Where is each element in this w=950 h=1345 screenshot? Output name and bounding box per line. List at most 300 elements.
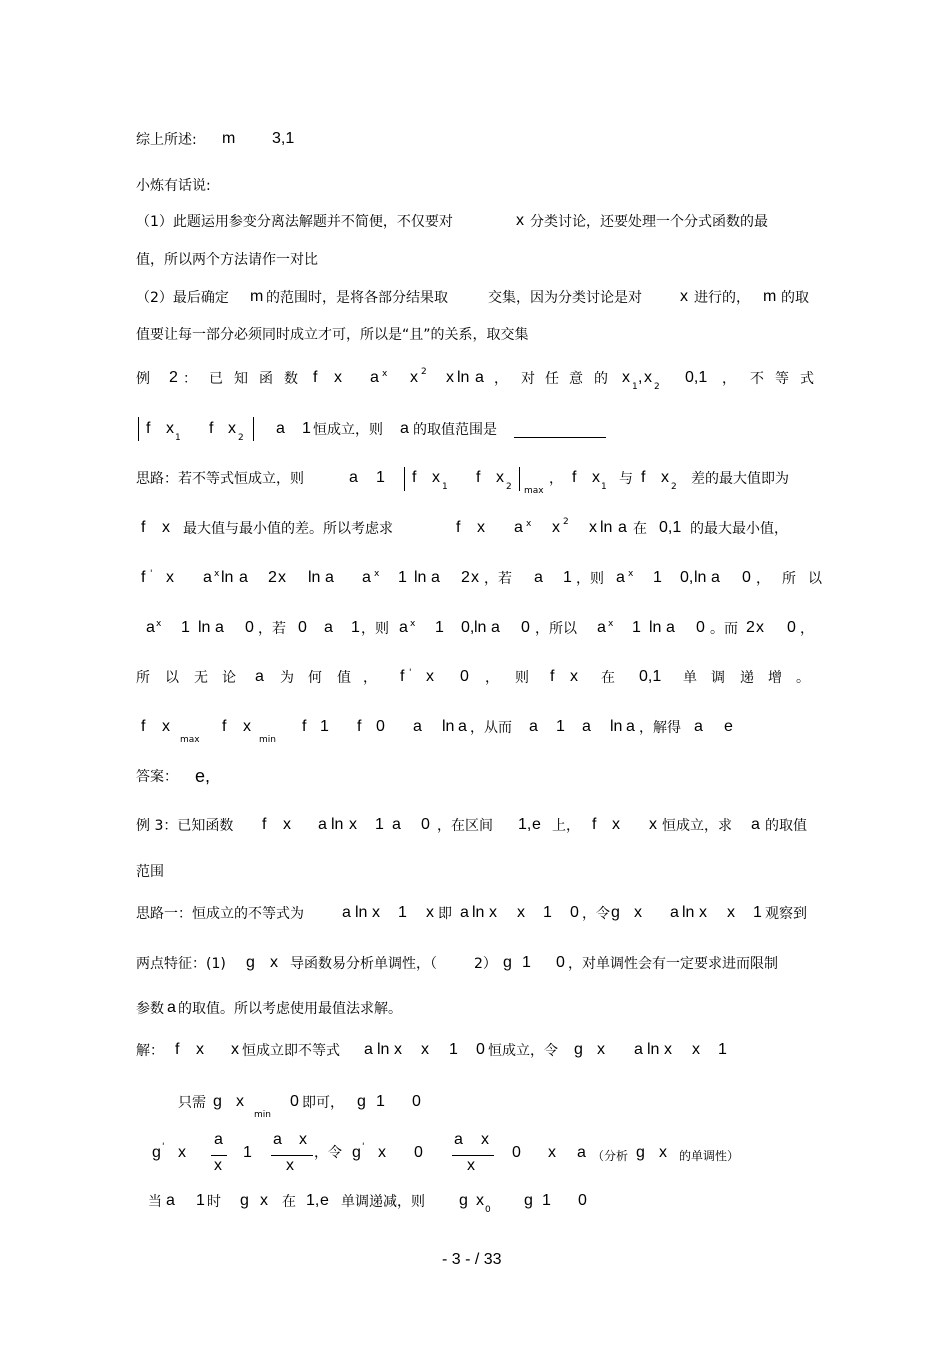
math: g xyxy=(503,954,512,971)
text: 恒成立，令 xyxy=(488,1043,558,1059)
math: x xyxy=(426,904,434,921)
text: 式 xyxy=(800,371,814,387)
math: x xyxy=(410,369,418,386)
math: ln xyxy=(694,569,707,586)
math: g xyxy=(357,1093,366,1110)
text: 即可， xyxy=(302,1095,344,1111)
math: x xyxy=(589,519,597,536)
math: x xyxy=(236,1093,244,1110)
math: 1 xyxy=(398,904,407,921)
math: 2 xyxy=(461,569,470,586)
text: 两点特征：(1) xyxy=(136,956,226,972)
math: 0 xyxy=(460,668,469,685)
math: a xyxy=(146,619,155,636)
text: 。 xyxy=(796,670,810,686)
math: f xyxy=(550,668,555,685)
math: x xyxy=(421,1041,429,1058)
math: e xyxy=(724,718,733,735)
text: 函 xyxy=(259,371,273,387)
math-var: x xyxy=(516,212,524,229)
subscript: 1 xyxy=(601,482,607,492)
text: 观察到 xyxy=(765,906,807,922)
text: 则 xyxy=(515,670,529,686)
math: a xyxy=(276,420,285,437)
math: a xyxy=(400,420,409,437)
text: 的取值 xyxy=(765,818,807,834)
subscript: 2 xyxy=(654,382,660,392)
math: ln xyxy=(442,718,455,735)
text: 思路一：恒成立的不等式为 xyxy=(136,906,304,922)
math: x xyxy=(334,369,342,386)
math: x xyxy=(597,1041,605,1058)
math: a xyxy=(167,999,176,1016)
math: 1 xyxy=(243,1144,252,1161)
text: ，从而 xyxy=(470,720,512,736)
math: a xyxy=(626,718,635,735)
subscript: min xyxy=(259,735,276,745)
math: 1 xyxy=(320,718,329,735)
fraction-numerator: a xyxy=(454,1131,463,1148)
prime: ' xyxy=(409,668,412,678)
abs-bar xyxy=(253,417,254,441)
math: g xyxy=(352,1144,361,1161)
text: ， xyxy=(800,621,814,637)
text: 即 xyxy=(438,906,452,922)
math: g xyxy=(524,1192,533,1209)
text: ，在区间 xyxy=(437,818,493,834)
math: 0 xyxy=(245,619,254,636)
math: 1 xyxy=(375,816,384,833)
math: a xyxy=(364,1041,373,1058)
math: x xyxy=(471,569,479,586)
text: 以 xyxy=(165,670,179,686)
math: a xyxy=(460,904,469,921)
math: x xyxy=(349,816,357,833)
text: 2） xyxy=(474,956,497,972)
math: f xyxy=(592,816,597,833)
text: 答案： xyxy=(136,769,178,785)
math: a xyxy=(318,816,327,833)
math: 1 xyxy=(376,469,385,486)
math: x xyxy=(659,1144,667,1161)
text: 的取 xyxy=(781,290,809,306)
math: f xyxy=(175,1041,180,1058)
text: 恒成立即不等式 xyxy=(242,1043,340,1059)
math: 0 xyxy=(298,619,307,636)
text: 交集，因为分类讨论是对 xyxy=(488,290,642,306)
math: 1 xyxy=(563,569,572,586)
text: 恒成立，则 xyxy=(313,422,383,438)
math: x xyxy=(592,469,600,486)
fraction-bar xyxy=(452,1155,494,1156)
math: f xyxy=(400,668,405,685)
math: 2 xyxy=(268,569,277,586)
math: x xyxy=(260,1192,268,1209)
math: 0 xyxy=(556,954,565,971)
math: x xyxy=(394,1041,402,1058)
math: 0 xyxy=(787,619,796,636)
math: x xyxy=(166,420,174,437)
math: 0 xyxy=(376,718,385,735)
text: ： xyxy=(183,371,197,387)
subscript: min xyxy=(254,1110,271,1120)
text: ， xyxy=(549,471,563,487)
math: x xyxy=(612,816,620,833)
math: 0 xyxy=(290,1093,299,1110)
text: ，令 xyxy=(314,1145,342,1161)
math: 0 xyxy=(476,1041,485,1058)
math: a xyxy=(514,519,523,536)
math: x xyxy=(489,904,497,921)
math-interval: 0,1 xyxy=(659,519,682,536)
text: 解： xyxy=(136,1043,164,1059)
math: f xyxy=(209,420,214,437)
math: ln xyxy=(308,569,321,586)
text: 当 xyxy=(148,1194,162,1210)
text: 对 xyxy=(521,371,535,387)
prime: ' xyxy=(150,569,153,579)
text: ，令 xyxy=(582,906,610,922)
text: ，则 xyxy=(361,621,389,637)
text: ，所以 xyxy=(535,621,577,637)
math: a xyxy=(399,619,408,636)
math: a xyxy=(458,718,467,735)
math: a xyxy=(215,619,224,636)
text: （2）最后确定 xyxy=(136,290,229,306)
math: g xyxy=(213,1093,222,1110)
math: a xyxy=(694,718,703,735)
math: f xyxy=(572,469,577,486)
superscript: x xyxy=(214,569,220,579)
math: 1 xyxy=(196,1192,205,1209)
text: 。而 xyxy=(710,621,738,637)
text: 例 3：已知函数 xyxy=(136,818,234,834)
text: 在 xyxy=(601,670,615,686)
math: 1, xyxy=(306,1192,320,1209)
text: 综上所述: xyxy=(136,132,197,148)
math: 0 xyxy=(696,619,705,636)
math: a xyxy=(634,1041,643,1058)
text: 值要让每一部分必须同时成立才可，所以是“且”的关系，取交集 xyxy=(136,327,529,343)
text: 递 xyxy=(740,670,754,686)
math: 0 xyxy=(512,1144,521,1161)
math-var: x xyxy=(680,288,688,305)
math: a xyxy=(666,619,675,636)
note: （分析 xyxy=(592,1149,629,1163)
math: , xyxy=(638,369,643,386)
math: ln xyxy=(377,1041,390,1058)
math: a xyxy=(255,668,264,685)
math: 1 xyxy=(653,569,662,586)
text: 值 xyxy=(337,670,351,686)
text: 的取值。所以考虑使用最值法求解。 xyxy=(178,1001,402,1017)
text: 调 xyxy=(711,670,725,686)
math: 2 xyxy=(746,619,755,636)
text: 最大值与最小值的差。所以考虑求 xyxy=(183,521,393,537)
math: f xyxy=(412,469,417,486)
math: ln xyxy=(355,904,368,921)
math: x xyxy=(664,1041,672,1058)
text: 何 xyxy=(308,670,322,686)
text: 的范围时，是将各部分结果取 xyxy=(266,290,448,306)
subscript: 1 xyxy=(632,382,638,392)
math: x xyxy=(426,668,434,685)
text: 等 xyxy=(775,371,789,387)
fraction-denominator: x xyxy=(286,1157,294,1174)
text: ， xyxy=(722,371,736,387)
math-interval: 0,1 xyxy=(639,668,662,685)
text: 论 xyxy=(222,670,236,686)
text: 范围 xyxy=(136,864,164,880)
text: 任 xyxy=(545,371,559,387)
text: 在 xyxy=(282,1194,296,1210)
math: a xyxy=(325,569,334,586)
math: 0 xyxy=(570,904,579,921)
text: 数 xyxy=(284,371,298,387)
math: a xyxy=(370,369,379,386)
math: x xyxy=(178,1144,186,1161)
math: 2 xyxy=(169,369,178,386)
text: 时 xyxy=(207,1194,221,1210)
math: 0, xyxy=(680,569,694,586)
superscript: x xyxy=(628,569,634,579)
math: g xyxy=(636,1144,645,1161)
text: ， xyxy=(485,670,499,686)
math: x xyxy=(727,904,735,921)
math: 1 xyxy=(753,904,762,921)
math: ln xyxy=(331,816,344,833)
prime: ' xyxy=(162,1142,165,1152)
math: 1 xyxy=(376,1093,385,1110)
math: ln xyxy=(198,619,211,636)
math: a xyxy=(166,1192,175,1209)
math-interval: 0,1 xyxy=(685,369,708,386)
math: x xyxy=(243,718,251,735)
math: f xyxy=(146,420,151,437)
math: ln xyxy=(682,904,695,921)
math: a xyxy=(529,718,538,735)
math: x xyxy=(476,1192,484,1209)
subscript: 2 xyxy=(238,433,244,443)
math: g xyxy=(574,1041,583,1058)
math: ln xyxy=(474,619,487,636)
math: x xyxy=(649,816,657,833)
text: ，所以 xyxy=(756,571,834,587)
superscript: x xyxy=(410,619,416,629)
math: 0 xyxy=(412,1093,421,1110)
math: x xyxy=(548,1144,556,1161)
math: a xyxy=(392,816,401,833)
math: 1 xyxy=(351,619,360,636)
abs-bar xyxy=(519,467,520,491)
math: x xyxy=(661,469,669,486)
fraction-denominator: x xyxy=(467,1157,475,1174)
math: 0 xyxy=(578,1192,587,1209)
math: f xyxy=(141,718,146,735)
math: f xyxy=(141,519,146,536)
text: ，则 xyxy=(576,571,604,587)
math: a xyxy=(597,619,606,636)
text: 不 xyxy=(750,371,764,387)
math: ln xyxy=(649,619,662,636)
page-number: - 3 - / 33 xyxy=(442,1251,502,1268)
math: a xyxy=(349,469,358,486)
math: x xyxy=(162,519,170,536)
math: ln xyxy=(610,718,623,735)
subscript: max xyxy=(524,486,544,496)
math: e, xyxy=(195,766,211,786)
math: a xyxy=(324,619,333,636)
math: g xyxy=(240,1192,249,1209)
math: a xyxy=(534,569,543,586)
math: ln xyxy=(414,569,427,586)
math: f xyxy=(222,718,227,735)
text: 只需 xyxy=(178,1095,206,1111)
math: 0 xyxy=(414,1144,423,1161)
math: 1 xyxy=(522,954,531,971)
text: 参数 xyxy=(136,1001,164,1017)
math: ln xyxy=(472,904,485,921)
math: 1 xyxy=(181,619,190,636)
math: 1 xyxy=(543,904,552,921)
text: 差的最大值即为 xyxy=(691,471,789,487)
superscript: x xyxy=(526,519,532,529)
math: ln xyxy=(600,519,613,536)
math: x xyxy=(634,904,642,921)
math: x xyxy=(378,1144,386,1161)
math: g xyxy=(152,1144,161,1161)
text: ，对单调性会有一定要求进而限制 xyxy=(568,956,778,972)
text: 恒成立，求 xyxy=(662,818,732,834)
text: 思路：若不等式恒成立，则 xyxy=(136,471,304,487)
text: 值，所以两个方法请作一对比 xyxy=(136,252,318,268)
math: a xyxy=(413,718,422,735)
math: 0 xyxy=(421,816,430,833)
text: 分类讨论，还要处理一个分式函数的最 xyxy=(530,214,768,230)
text: 所 xyxy=(136,670,150,686)
math: 1 xyxy=(542,1192,551,1209)
math: a xyxy=(239,569,248,586)
math: x xyxy=(570,668,578,685)
math: x xyxy=(517,904,525,921)
math: 1 xyxy=(398,569,407,586)
superscript: x xyxy=(156,619,162,629)
text: 在 xyxy=(633,521,647,537)
math: f xyxy=(357,718,362,735)
math: x xyxy=(699,904,707,921)
text: 的 xyxy=(594,371,608,387)
superscript: 2 xyxy=(563,517,569,527)
text: 为 xyxy=(280,670,294,686)
math: e xyxy=(320,1192,329,1209)
math-var: m xyxy=(250,288,264,305)
math: x xyxy=(278,569,286,586)
superscript: x xyxy=(608,619,614,629)
math: a xyxy=(582,718,591,735)
math: 0 xyxy=(742,569,751,586)
text: ，若 xyxy=(258,621,286,637)
math: a xyxy=(342,904,351,921)
math: g xyxy=(459,1192,468,1209)
text: 单 xyxy=(683,670,697,686)
math: x xyxy=(552,519,560,536)
subscript: 1 xyxy=(175,433,181,443)
text: 单调递减，则 xyxy=(341,1194,425,1210)
math: f xyxy=(641,469,646,486)
math: x xyxy=(196,1041,204,1058)
math: x xyxy=(228,420,236,437)
fraction-numerator: x xyxy=(481,1131,489,1148)
fraction-bar xyxy=(271,1155,313,1156)
text: 增 xyxy=(768,670,782,686)
math: x xyxy=(622,369,630,386)
math: f xyxy=(302,718,307,735)
subscript: 1 xyxy=(442,482,448,492)
math: e xyxy=(532,816,541,833)
text: 例 xyxy=(136,371,150,387)
math: a xyxy=(618,519,627,536)
math: a xyxy=(670,904,679,921)
abs-bar xyxy=(404,467,405,491)
subscript: 2 xyxy=(506,482,512,492)
text: ，若 xyxy=(484,571,512,587)
math: f xyxy=(456,519,461,536)
math: x xyxy=(270,954,278,971)
math: a xyxy=(616,569,625,586)
math: x xyxy=(283,816,291,833)
math: 1 xyxy=(632,619,641,636)
math: ln xyxy=(647,1041,660,1058)
fraction-bar xyxy=(211,1155,227,1156)
math: x xyxy=(644,369,652,386)
math: f xyxy=(141,569,146,586)
math: x xyxy=(166,569,174,586)
math-var: m xyxy=(763,288,777,305)
math: 0, xyxy=(461,619,475,636)
math: a xyxy=(577,1144,586,1161)
superscript: 2 xyxy=(421,367,427,377)
math: 1 xyxy=(302,420,311,437)
text: （1）此题运用参变分离法解题并不简便，不仅要对 xyxy=(136,214,453,230)
text: 上， xyxy=(552,818,580,834)
math: x xyxy=(756,619,764,636)
subscript: 0 xyxy=(485,1205,491,1215)
math: a xyxy=(431,569,440,586)
math: 1 xyxy=(449,1041,458,1058)
prime: ' xyxy=(362,1142,365,1152)
abs-bar xyxy=(138,417,139,441)
math: 1 xyxy=(718,1041,727,1058)
text: 无 xyxy=(194,670,208,686)
fraction-numerator: x xyxy=(299,1131,307,1148)
math: x xyxy=(692,1041,700,1058)
math: x xyxy=(432,469,440,486)
text: 与 xyxy=(619,471,633,487)
text: 小炼有话说: xyxy=(136,178,211,194)
math: a xyxy=(203,569,212,586)
math: 0 xyxy=(521,619,530,636)
math: x xyxy=(477,519,485,536)
superscript: x xyxy=(374,569,380,579)
math: g xyxy=(611,904,620,921)
math-interval: 3,1 xyxy=(272,130,295,147)
math: x xyxy=(446,369,454,386)
math: x xyxy=(372,904,380,921)
subscript: 2 xyxy=(671,482,677,492)
math: a xyxy=(362,569,371,586)
math: 1 xyxy=(435,619,444,636)
math: a xyxy=(711,569,720,586)
